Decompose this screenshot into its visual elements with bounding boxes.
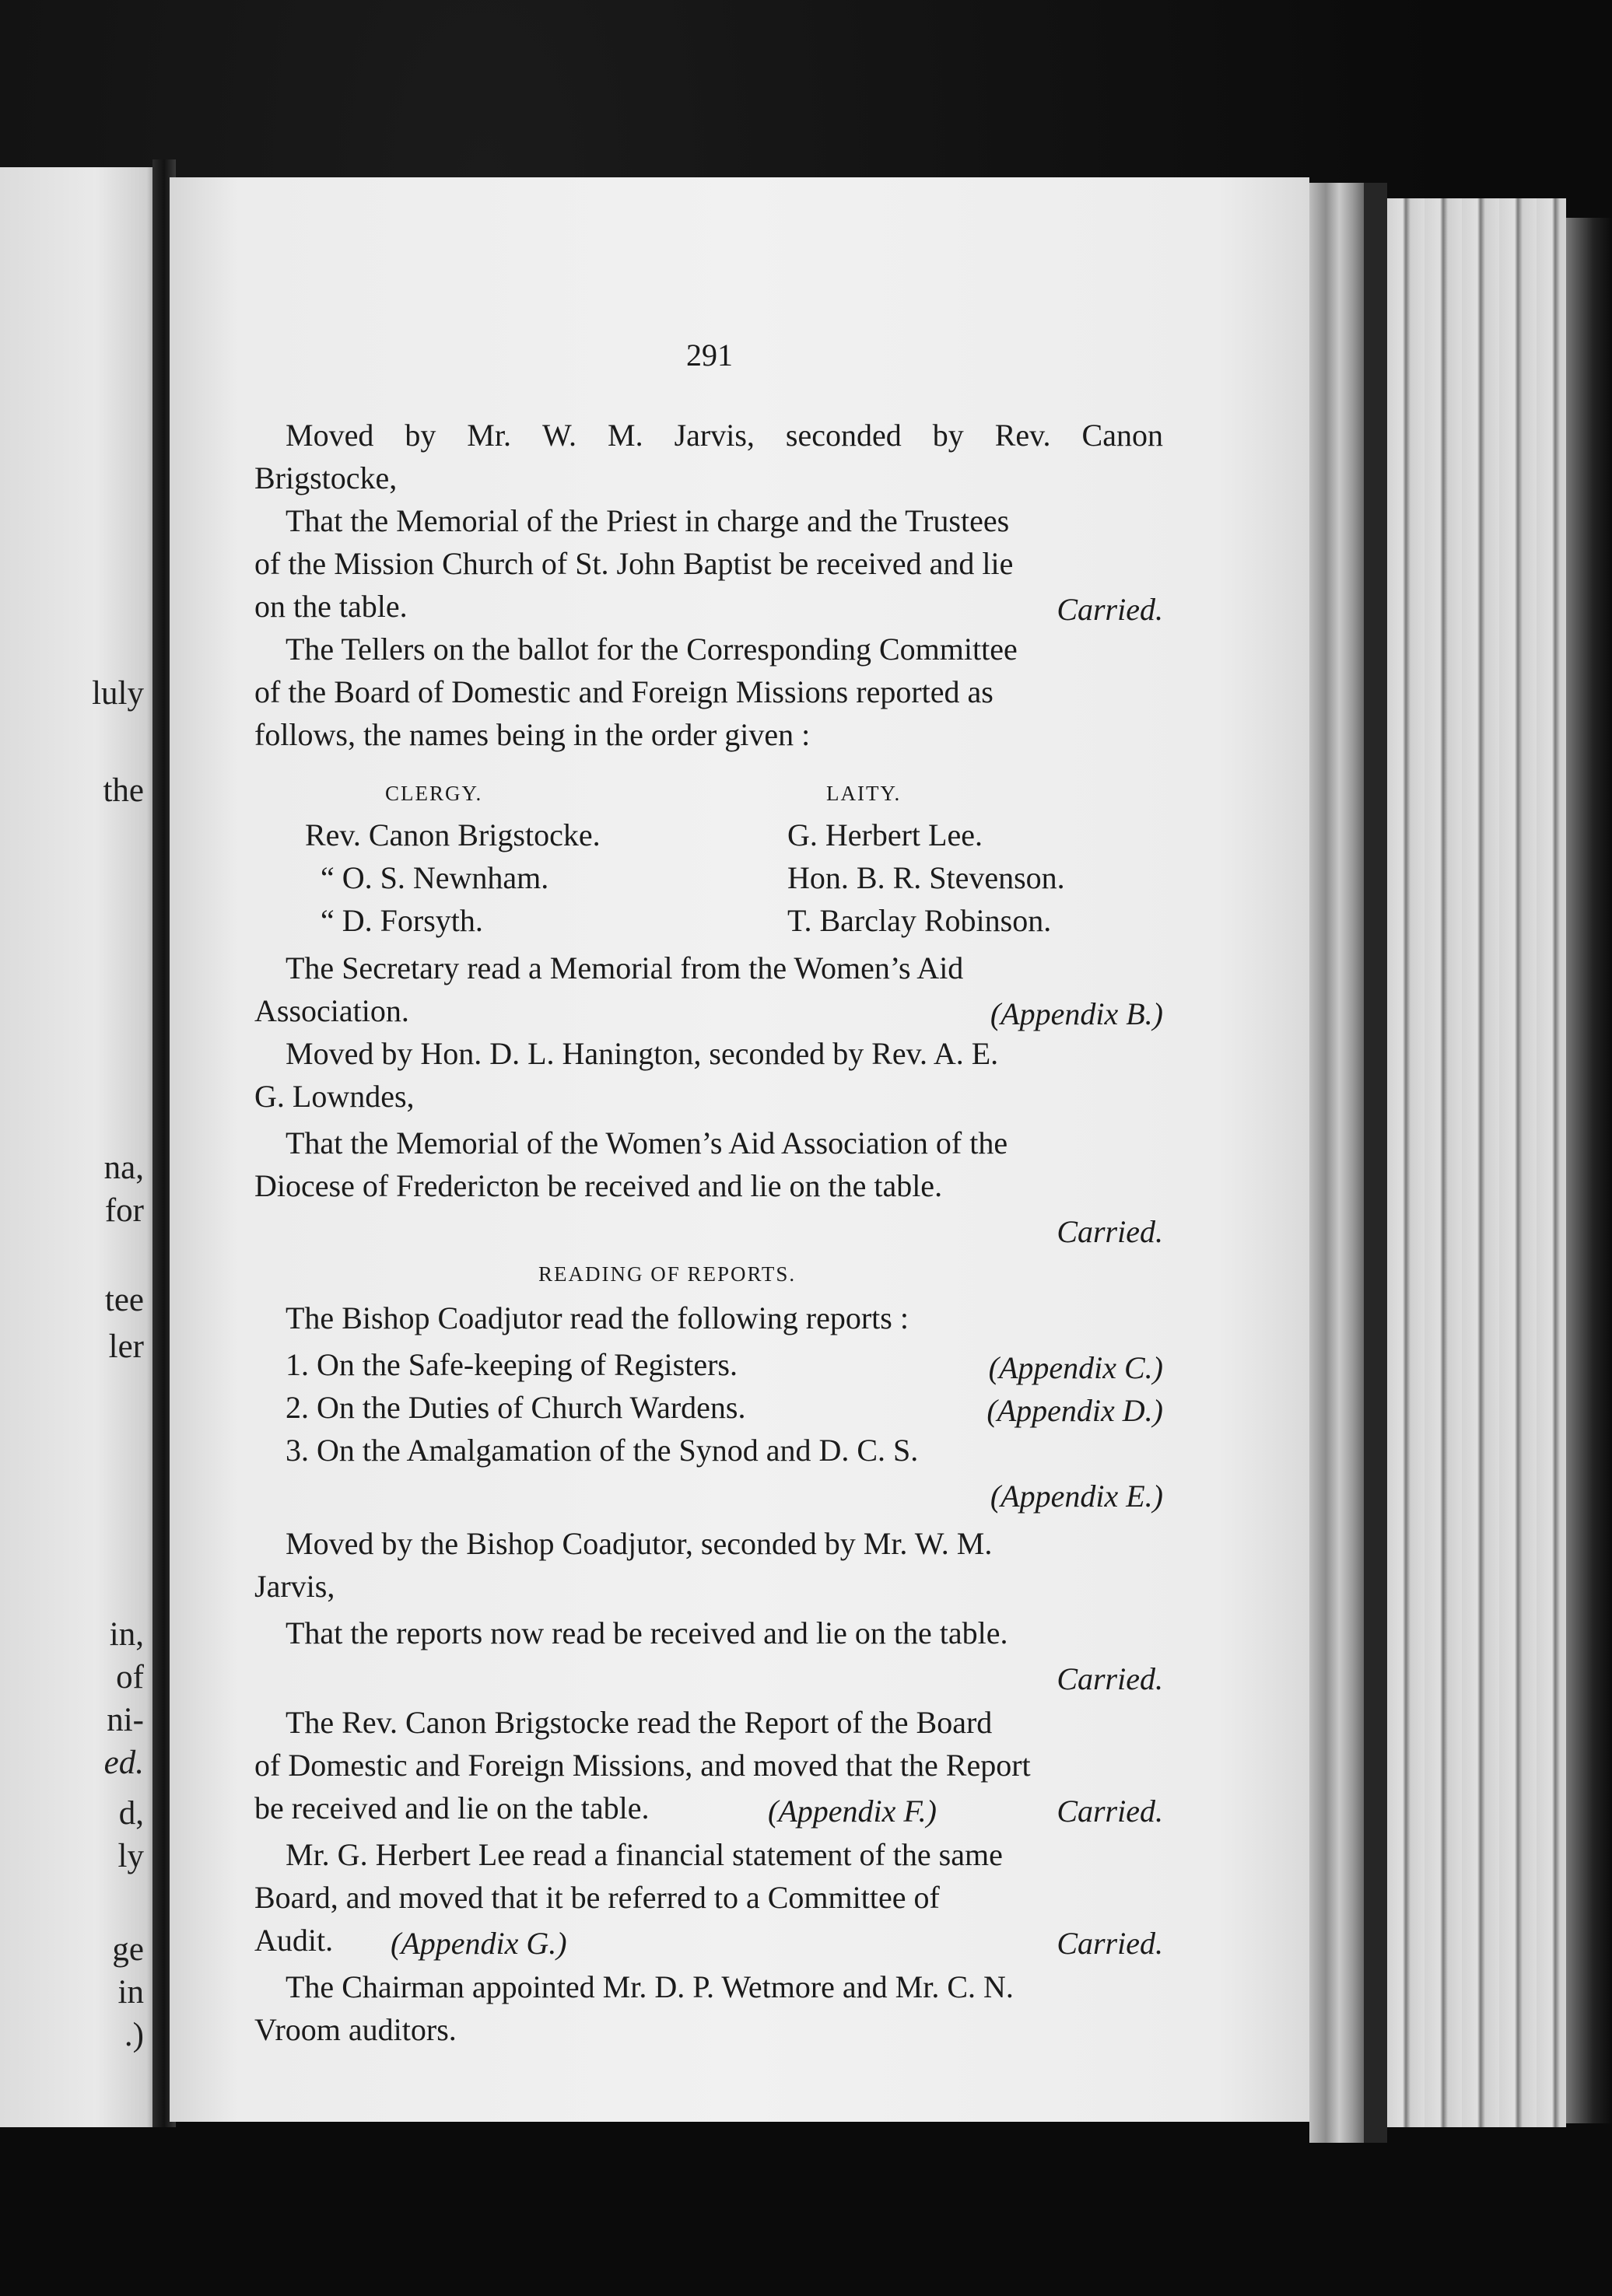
text-line: Audit.	[254, 1923, 334, 1958]
margin-fragment: ler	[108, 1328, 144, 1365]
text-line: Association.	[254, 993, 409, 1028]
text-line: That the Memorial of the Priest in charge and the Trustees	[286, 503, 1010, 538]
margin-fragment: ly	[117, 1838, 144, 1874]
word: Moved	[286, 418, 374, 453]
word: Rev.	[994, 418, 1051, 453]
margin-fragment: na,	[103, 1150, 144, 1186]
margin-fragment: .)	[124, 2017, 144, 2053]
appendix-ref: (Appendix F.)	[768, 1794, 937, 1829]
clergy-heading: CLERGY.	[385, 782, 483, 805]
word: Mr.	[467, 418, 511, 453]
book-cover-edge	[1566, 218, 1612, 2123]
clergy-name: Rev. Canon Brigstocke.	[305, 817, 601, 852]
text-line: The Secretary read a Memorial from the Women’s Aid	[286, 950, 964, 985]
page-edges-shadow	[1364, 183, 1387, 2143]
text-line: Diocese of Fredericton be received and lie on the table.	[254, 1168, 943, 1203]
carried-note: Carried.	[1057, 1661, 1163, 1696]
text-line: That the Memorial of the Women’s Aid Association of the	[286, 1125, 1008, 1160]
text-line: The Rev. Canon Brigstocke read the Report of the Board	[286, 1705, 993, 1740]
appendix-ref: (Appendix E.)	[990, 1479, 1163, 1514]
text-line: That the reports now read be received and lie on the table.	[286, 1615, 1008, 1650]
text-line	[254, 420, 1163, 451]
page-stack-edges	[1387, 198, 1566, 2127]
margin-fragment: d,	[118, 1795, 144, 1832]
text-line: be received and lie on the table.	[254, 1790, 650, 1825]
margin-fragment: ed.	[103, 1745, 144, 1781]
carried-note: Carried.	[1057, 1926, 1163, 1961]
page-number: 291	[686, 338, 733, 373]
report-item: 2. On the Duties of Church Wardens.	[286, 1390, 746, 1425]
word: by	[405, 418, 436, 453]
section-heading: READING OF REPORTS.	[538, 1262, 797, 1286]
text-line: Board, and moved that it be referred to a Committee of	[254, 1880, 940, 1915]
margin-fragment: of	[116, 1659, 144, 1696]
word: seconded	[785, 418, 902, 453]
appendix-ref: (Appendix D.)	[986, 1393, 1163, 1428]
margin-fragment: luly	[92, 675, 144, 712]
text-line: Jarvis,	[254, 1569, 335, 1604]
word: M.	[608, 418, 643, 453]
text-line: follows, the names being in the order given :	[254, 717, 811, 752]
appendix-ref: (Appendix B.)	[990, 996, 1163, 1031]
laity-name: Hon. B. R. Stevenson.	[787, 860, 1065, 895]
text-line: Moved by the Bishop Coadjutor, seconded by Mr. W. M.	[286, 1526, 993, 1561]
text-line: The Bishop Coadjutor read the following reports :	[286, 1300, 909, 1335]
carried-note: Carried.	[1057, 1794, 1163, 1829]
facing-page-left	[0, 167, 159, 2127]
margin-fragment: in	[117, 1974, 144, 2011]
text-line: Moved by Hon. D. L. Hanington, seconded by Rev. A. E.	[286, 1036, 999, 1071]
text-line: G. Lowndes,	[254, 1079, 415, 1114]
margin-fragment: ni-	[107, 1702, 144, 1738]
margin-fragment: the	[103, 772, 144, 809]
report-item: 1. On the Safe-keeping of Registers.	[286, 1347, 738, 1382]
text-line: of Domestic and Foreign Missions, and moved that the Report	[254, 1748, 1031, 1783]
text-line: of the Mission Church of St. John Baptist be received and lie	[254, 546, 1014, 581]
report-item: 3. On the Amalgamation of the Synod and D. C. S.	[286, 1433, 919, 1468]
word: W.	[541, 418, 577, 453]
margin-fragment: tee	[104, 1282, 144, 1318]
word: by	[932, 418, 964, 453]
clergy-name: “ D. Forsyth.	[321, 903, 483, 938]
word: Canon	[1081, 418, 1163, 453]
margin-fragment: for	[104, 1192, 144, 1229]
laity-name: T. Barclay Robinson.	[787, 903, 1052, 938]
text-line: The Chairman appointed Mr. D. P. Wetmore and Mr. C. N.	[286, 1969, 1014, 2004]
page-edges	[1309, 183, 1364, 2143]
text-line: of the Board of Domestic and Foreign Missions reported as	[254, 674, 993, 709]
text-line: The Tellers on the ballot for the Corresponding Committee	[286, 632, 1018, 667]
margin-fragment: ge	[112, 1931, 144, 1968]
text-line: on the table.	[254, 589, 408, 624]
laity-name: G. Herbert Lee.	[787, 817, 983, 852]
text-line: Vroom auditors.	[254, 2012, 457, 2047]
word: Jarvis,	[674, 418, 755, 453]
carried-note: Carried.	[1057, 1214, 1163, 1249]
appendix-ref: (Appendix C.)	[988, 1350, 1163, 1385]
carried-note: Carried.	[1057, 592, 1163, 627]
clergy-name: “ O. S. Newnham.	[321, 860, 549, 895]
margin-fragment: in,	[109, 1616, 144, 1653]
text-line: Brigstocke,	[254, 460, 398, 495]
laity-heading: LAITY.	[826, 782, 902, 805]
text-line: Mr. G. Herbert Lee read a financial statement of the same	[286, 1837, 1003, 1872]
appendix-ref: (Appendix G.)	[391, 1926, 567, 1961]
